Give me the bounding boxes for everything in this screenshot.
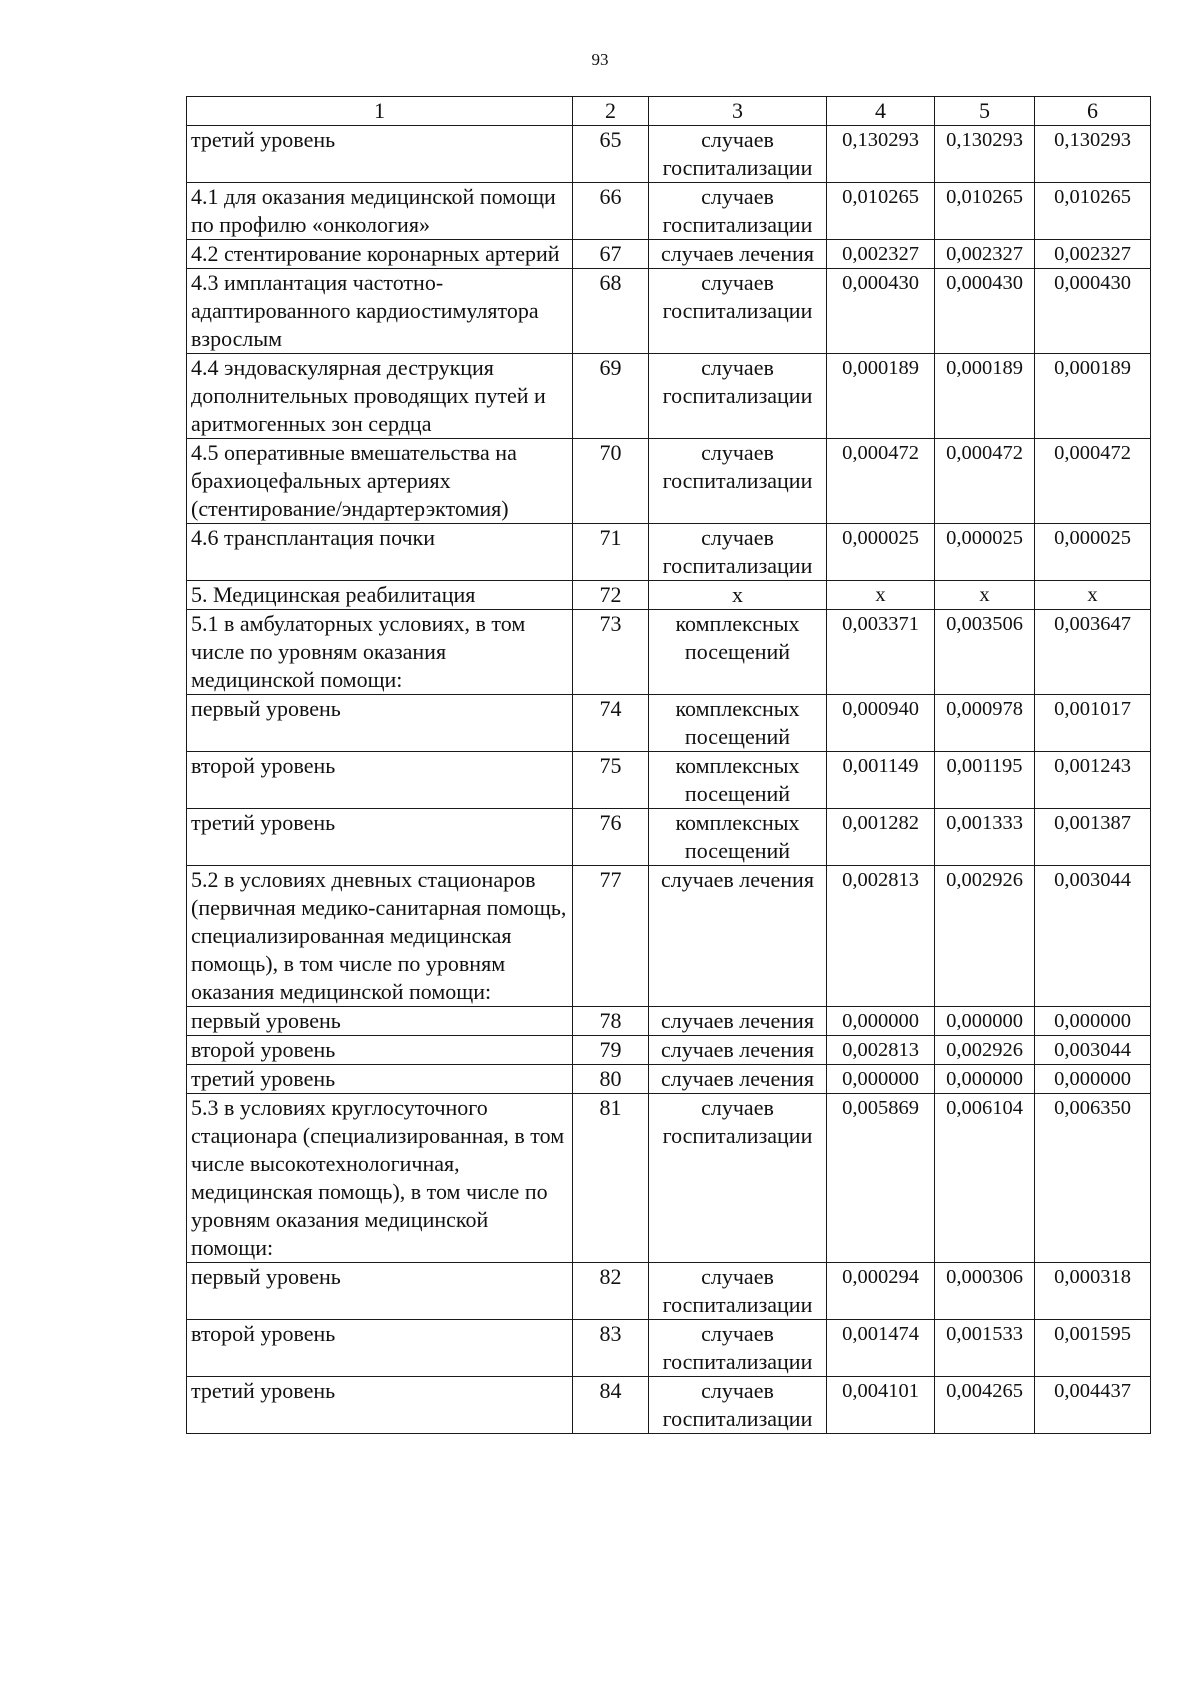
- row-value-col4: 0,003371: [827, 610, 935, 695]
- row-value-col6: 0,002327: [1035, 240, 1151, 269]
- row-value-col5: 0,001195: [935, 752, 1035, 809]
- row-unit-cell: случаев лечения: [649, 866, 827, 1007]
- row-value-col5: 0,000430: [935, 269, 1035, 354]
- row-value-col4: 0,010265: [827, 183, 935, 240]
- row-name-cell: 4.2 стентирование коронарных артерий: [187, 240, 573, 269]
- row-value-col5: 0,130293: [935, 126, 1035, 183]
- row-number-cell: 73: [573, 610, 649, 695]
- row-value-col5: 0,000978: [935, 695, 1035, 752]
- row-value-col6: 0,006350: [1035, 1094, 1151, 1263]
- row-value-col4: 0,001282: [827, 809, 935, 866]
- row-unit-cell: случаев лечения: [649, 240, 827, 269]
- data-table: [186, 96, 1151, 1434]
- table-row: [187, 1036, 1151, 1065]
- row-name-cell: 4.3 имплантация частотно-адаптированного кардиостимулятора взрослым: [187, 269, 573, 354]
- row-name-cell: второй уровень: [187, 1320, 573, 1377]
- row-name-cell: 5.2 в условиях дневных стационаров (первичная медико-санитарная помощь, специализированная медицинская помощь), в том числе по уровням оказания медицинской помощи:: [187, 866, 573, 1007]
- table-row: [187, 1377, 1151, 1434]
- row-value-col4: 0,004101: [827, 1377, 935, 1434]
- row-value-col6: 0,000025: [1035, 524, 1151, 581]
- row-number-cell: 79: [573, 1036, 649, 1065]
- table-row: [187, 752, 1151, 809]
- row-value-col5: 0,001333: [935, 809, 1035, 866]
- row-number-cell: 81: [573, 1094, 649, 1263]
- row-value-col5: 0,010265: [935, 183, 1035, 240]
- row-number-cell: 78: [573, 1007, 649, 1036]
- row-unit-cell: случаев госпитализации: [649, 126, 827, 183]
- row-value-col5: 0,003506: [935, 610, 1035, 695]
- row-unit-cell: случаев лечения: [649, 1036, 827, 1065]
- row-value-col6: 0,130293: [1035, 126, 1151, 183]
- row-number-cell: 75: [573, 752, 649, 809]
- row-value-col4: 0,002813: [827, 1036, 935, 1065]
- header-cell-5: 5: [935, 97, 1035, 126]
- table-row: [187, 1263, 1151, 1320]
- row-unit-cell: случаев госпитализации: [649, 354, 827, 439]
- row-unit-cell: случаев госпитализации: [649, 524, 827, 581]
- row-number-cell: 72: [573, 581, 649, 610]
- row-number-cell: 82: [573, 1263, 649, 1320]
- row-value-col6: 0,003044: [1035, 866, 1151, 1007]
- row-value-col5: 0,002327: [935, 240, 1035, 269]
- row-value-col4: 0,000940: [827, 695, 935, 752]
- table-row: [187, 183, 1151, 240]
- table-row: [187, 126, 1151, 183]
- row-unit-cell: х: [649, 581, 827, 610]
- row-name-cell: 4.4 эндоваскулярная деструкция дополнительных проводящих путей и аритмогенных зон сердца: [187, 354, 573, 439]
- row-number-cell: 65: [573, 126, 649, 183]
- row-value-col4: 0,002813: [827, 866, 935, 1007]
- row-name-cell: первый уровень: [187, 1263, 573, 1320]
- header-cell-6: 6: [1035, 97, 1151, 126]
- row-value-col6: 0,000472: [1035, 439, 1151, 524]
- table-row: [187, 269, 1151, 354]
- row-value-col6: 0,010265: [1035, 183, 1151, 240]
- row-number-cell: 71: [573, 524, 649, 581]
- row-number-cell: 67: [573, 240, 649, 269]
- row-number-cell: 69: [573, 354, 649, 439]
- row-value-col6: 0,000000: [1035, 1065, 1151, 1094]
- row-number-cell: 74: [573, 695, 649, 752]
- row-unit-cell: комплексных посещений: [649, 752, 827, 809]
- row-value-col4: 0,001149: [827, 752, 935, 809]
- row-number-cell: 70: [573, 439, 649, 524]
- row-value-col6: х: [1035, 581, 1151, 610]
- row-value-col5: 0,004265: [935, 1377, 1035, 1434]
- table-row: [187, 1065, 1151, 1094]
- row-unit-cell: случаев госпитализации: [649, 1377, 827, 1434]
- row-value-col6: 0,000318: [1035, 1263, 1151, 1320]
- header-cell-2: 2: [573, 97, 649, 126]
- row-number-cell: 76: [573, 809, 649, 866]
- row-value-col4: 0,002327: [827, 240, 935, 269]
- row-name-cell: 5.1 в амбулаторных условиях, в том числе по уровням оказания медицинской помощи:: [187, 610, 573, 695]
- row-unit-cell: случаев госпитализации: [649, 183, 827, 240]
- row-number-cell: 83: [573, 1320, 649, 1377]
- table-row: [187, 439, 1151, 524]
- row-value-col4: 0,000294: [827, 1263, 935, 1320]
- table-row: [187, 524, 1151, 581]
- row-value-col6: 0,000000: [1035, 1007, 1151, 1036]
- table-header-row: [187, 97, 1151, 126]
- row-name-cell: первый уровень: [187, 1007, 573, 1036]
- table-row: [187, 695, 1151, 752]
- row-value-col5: 0,001533: [935, 1320, 1035, 1377]
- row-value-col4: 0,005869: [827, 1094, 935, 1263]
- row-unit-cell: комплексных посещений: [649, 809, 827, 866]
- table-row: [187, 1007, 1151, 1036]
- row-value-col4: 0,000189: [827, 354, 935, 439]
- row-name-cell: 4.1 для оказания медицинской помощи по профилю «онкология»: [187, 183, 573, 240]
- table-row: [187, 610, 1151, 695]
- header-cell-1: 1: [187, 97, 573, 126]
- row-unit-cell: случаев госпитализации: [649, 269, 827, 354]
- row-value-col6: 0,001387: [1035, 809, 1151, 866]
- table-row: [187, 809, 1151, 866]
- row-value-col5: 0,000000: [935, 1007, 1035, 1036]
- table-row: [187, 240, 1151, 269]
- row-value-col5: 0,000189: [935, 354, 1035, 439]
- row-value-col4: 0,000472: [827, 439, 935, 524]
- row-value-col5: х: [935, 581, 1035, 610]
- table-row: [187, 1094, 1151, 1263]
- row-value-col5: 0,000000: [935, 1065, 1035, 1094]
- table-body: [187, 97, 1151, 1434]
- row-value-col5: 0,002926: [935, 1036, 1035, 1065]
- row-value-col6: 0,001243: [1035, 752, 1151, 809]
- row-value-col5: 0,006104: [935, 1094, 1035, 1263]
- row-value-col4: 0,000025: [827, 524, 935, 581]
- row-name-cell: 5.3 в условиях круглосуточного стационара (специализированная, в том числе высокотехнологичная, медицинская помощь), в том числе по уровням оказания медицинской помощи:: [187, 1094, 573, 1263]
- row-unit-cell: комплексных посещений: [649, 695, 827, 752]
- row-unit-cell: случаев госпитализации: [649, 1263, 827, 1320]
- row-number-cell: 80: [573, 1065, 649, 1094]
- row-name-cell: 4.5 оперативные вмешательства на брахиоцефальных артериях (стентирование/эндартерэктомия): [187, 439, 573, 524]
- row-unit-cell: комплексных посещений: [649, 610, 827, 695]
- row-unit-cell: случаев госпитализации: [649, 439, 827, 524]
- row-unit-cell: случаев госпитализации: [649, 1094, 827, 1263]
- row-name-cell: третий уровень: [187, 1065, 573, 1094]
- row-value-col5: 0,002926: [935, 866, 1035, 1007]
- page-number: 93: [591, 50, 609, 69]
- row-value-col4: х: [827, 581, 935, 610]
- table-row: [187, 1320, 1151, 1377]
- row-value-col4: 0,000000: [827, 1007, 935, 1036]
- row-value-col4: 0,130293: [827, 126, 935, 183]
- row-value-col6: 0,000189: [1035, 354, 1151, 439]
- row-unit-cell: случаев лечения: [649, 1007, 827, 1036]
- row-number-cell: 84: [573, 1377, 649, 1434]
- table-row: [187, 866, 1151, 1007]
- row-value-col6: 0,000430: [1035, 269, 1151, 354]
- header-cell-3: 3: [649, 97, 827, 126]
- row-number-cell: 77: [573, 866, 649, 1007]
- row-name-cell: первый уровень: [187, 695, 573, 752]
- row-name-cell: третий уровень: [187, 809, 573, 866]
- row-value-col6: 0,001017: [1035, 695, 1151, 752]
- row-number-cell: 68: [573, 269, 649, 354]
- row-number-cell: 66: [573, 183, 649, 240]
- row-name-cell: 4.6 трансплантация почки: [187, 524, 573, 581]
- row-name-cell: третий уровень: [187, 126, 573, 183]
- row-value-col4: 0,000430: [827, 269, 935, 354]
- row-value-col5: 0,000472: [935, 439, 1035, 524]
- row-value-col4: 0,001474: [827, 1320, 935, 1377]
- row-name-cell: второй уровень: [187, 752, 573, 809]
- table-row: [187, 354, 1151, 439]
- row-value-col4: 0,000000: [827, 1065, 935, 1094]
- table-row: [187, 581, 1151, 610]
- row-name-cell: 5. Медицинская реабилитация: [187, 581, 573, 610]
- header-cell-4: 4: [827, 97, 935, 126]
- row-value-col5: 0,000025: [935, 524, 1035, 581]
- row-value-col6: 0,003044: [1035, 1036, 1151, 1065]
- row-value-col5: 0,000306: [935, 1263, 1035, 1320]
- row-value-col6: 0,004437: [1035, 1377, 1151, 1434]
- row-unit-cell: случаев госпитализации: [649, 1320, 827, 1377]
- row-name-cell: третий уровень: [187, 1377, 573, 1434]
- row-unit-cell: случаев лечения: [649, 1065, 827, 1094]
- row-value-col6: 0,001595: [1035, 1320, 1151, 1377]
- row-name-cell: второй уровень: [187, 1036, 573, 1065]
- row-value-col6: 0,003647: [1035, 610, 1151, 695]
